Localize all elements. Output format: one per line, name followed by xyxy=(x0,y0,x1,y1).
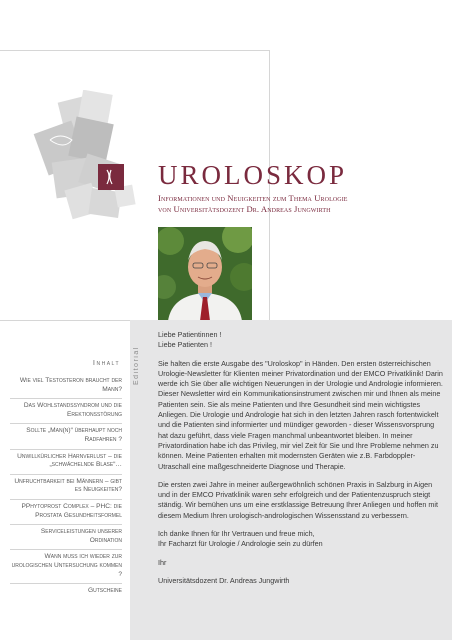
subtitle-line-author: von Universitätsdozent Dr. Andreas Jungwirth xyxy=(158,204,331,214)
toc-item-phytoprost[interactable]: PPhytoprost Complex – PHC: die Prostata Gesundheitsformel xyxy=(10,500,122,525)
toc-item-testosteron[interactable]: Wie viel Testosteron braucht der Mann? xyxy=(10,374,122,399)
salutation-male: Liebe Patienten ! xyxy=(158,340,212,350)
toc-item-wohlstandssyndrom[interactable]: Das Wohlstandssyndrom und die Erektionsstörung xyxy=(10,399,122,424)
frame-line-middle xyxy=(0,320,130,321)
page-subtitle xyxy=(158,193,448,215)
signature: Universitätsdozent Dr. Andreas Jungwirth xyxy=(158,575,290,585)
editorial-letter xyxy=(158,330,446,594)
table-of-contents xyxy=(10,374,122,600)
closing-line-2: Ihr Facharzt für Urologie / Andrologie sein zu dürfen xyxy=(158,539,323,549)
subtitle-line-topic: Informationen und Neuigkeiten zum Thema Urologie xyxy=(158,193,348,203)
toc-item-unfruchtbarkeit[interactable]: Unfruchtbarkeit bei Männern – gibt es Neuigkeiten? xyxy=(10,475,122,500)
closing-line-3: Ihr xyxy=(158,557,167,567)
salutation-female: Liebe Patientinnen ! xyxy=(158,330,222,339)
toc-item-harnverlust[interactable]: Unwillkürlicher Harnverlust – die „schwächelnde Blase“… xyxy=(10,450,122,475)
frame-line-top xyxy=(0,50,270,51)
toc-item-gutscheine[interactable]: Gutscheine xyxy=(87,587,122,595)
editorial-label: Editorial xyxy=(133,346,140,385)
index-title: Inhalt xyxy=(92,358,120,367)
toc-item-radfahren[interactable]: Sollte „Man(n)“ überhaupt noch Radfahren ? xyxy=(10,424,122,449)
letter-paragraph-2: Die ersten zwei Jahre in meiner außergewöhnlich schönen Praxis in Salzburg in Aigen und in der EMCO Privatklinik waren sehr erfolgreich und der Patientenzuspruch steigt ständig. Wir bemühen uns um eine erstklassige Betreuung Ihrer Anliegen und hoffen mit diesem Medium Ihren urologisch-andrologischen Wissensstand zu verbessern. xyxy=(158,479,438,520)
author-portrait xyxy=(158,227,252,321)
closing-line-1: Ich danke Ihnen für Ihr Vertrauen und freue mich, xyxy=(158,529,315,539)
page-title: UROLOSKOP xyxy=(158,160,348,190)
uroloskop-logo-icon xyxy=(20,90,145,230)
toc-item-untersuchung[interactable]: Wann muss ich wieder zur urologischen Untersuchung kommen ? xyxy=(10,550,122,584)
toc-item-serviceleistungen[interactable]: Serviceleistungen unserer Ordination xyxy=(10,525,122,550)
letter-paragraph-1: Sie halten die erste Ausgabe des "Uroloskop" in Händen. Den ersten österreichischen Urologie-Newsletter für Klienten meiner Privatordination und der EMCO Privatklinik! Darin werde ich Sie über alle wichtigen Neuerungen in der Urologie und Andrologie informieren. Dieser Newsletter wird ein Kommunikationsinstrument zwischen mir und Ihnen als meine Patienten sein. Sie als meine Patienten und Ihre Gesundheit sind mein wichtigstes Anliegen. Die Urologie und Andrologie hat sich in den letzten Jahren rasch fortentwickelt und die Patienten sind informierter und mündiger geworden - dieser Wissensvorsprung hat dazu geführt, dass viele Fragen manchmal unbeantwortet bleiben. In meiner Privatordination habe ich das Privileg, mir viel Zeit für Sie und Ihre Probleme nehmen zu können. Meine Patienten erhalten mit modernsten Geräten wie z.B. Farbdoppler-Utraschall eine maßgeschneiderte Diagnose und Therapie. xyxy=(158,358,443,471)
